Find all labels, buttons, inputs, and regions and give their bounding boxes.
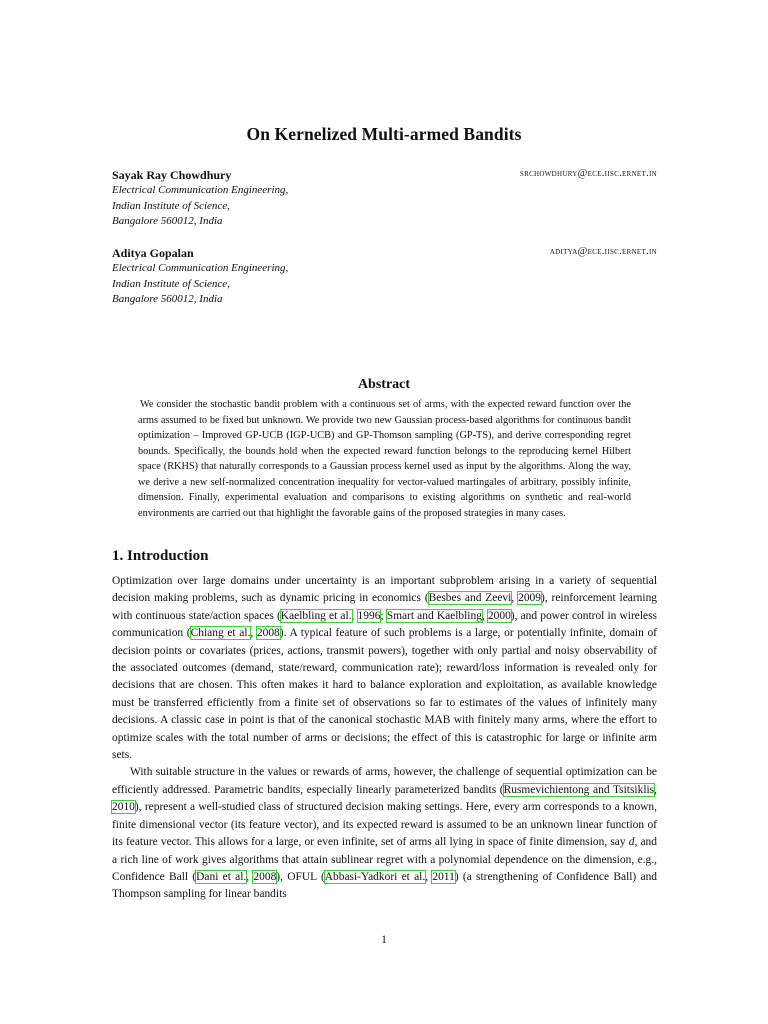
body-text: , <box>481 609 488 622</box>
body-text: , <box>351 609 358 622</box>
page-number: 1 <box>381 934 387 946</box>
section-heading: 1. Introduction <box>112 548 209 564</box>
author-email: aditya@ece.iisc.ernet.in <box>549 246 657 257</box>
body-text: Optimization over large domains under uncertainty is an important subproblem arising in a variety of sequential decision making problems, such as dynamic pricing in economics ( <box>112 575 657 605</box>
citation-link[interactable]: 2010 <box>112 801 135 814</box>
body-text: , <box>511 592 519 605</box>
citation-link[interactable]: 2009 <box>518 592 541 605</box>
citation-link[interactable]: Chiang et al. <box>190 627 251 640</box>
author-block-2 <box>112 245 657 308</box>
author-name: Sayak Ray Chowdhury <box>112 168 232 182</box>
body-text: , and a rich line of work gives algorithms that attain sublinear regret with a polynomial dependence on the dimension, e.g., Confidence Ball ( <box>112 836 657 883</box>
citation-link[interactable]: 2011 <box>432 870 455 883</box>
author-email: srchowdhury@ece.iisc.ernet.in <box>519 168 657 179</box>
citation-link[interactable]: Smart and Kaelbling <box>386 609 482 622</box>
citation-link[interactable]: 1996 <box>357 609 381 622</box>
body-text: , <box>250 627 257 640</box>
citation-link[interactable]: 2000 <box>487 609 511 622</box>
body-text: ), reinforcement learning with continuous state/action spaces ( <box>112 592 658 622</box>
body-text: , <box>246 870 254 883</box>
affiliation-line: Bangalore 560012, India <box>112 293 223 305</box>
citation-link[interactable]: Abbasi-Yadkori et al. <box>324 870 426 883</box>
citation-link[interactable]: Besbes and Zeevi <box>428 592 512 605</box>
abstract-heading: Abstract <box>357 377 411 392</box>
body-text: , <box>654 783 657 796</box>
citation-link[interactable]: Dani et al. <box>196 870 247 883</box>
affiliation-line: Electrical Communication Engineering, <box>112 262 289 274</box>
affiliation-line: Indian Institute of Science, <box>112 199 230 212</box>
affiliation-line: Electrical Communication Engineering, <box>112 184 289 196</box>
author-block-1 <box>112 167 657 230</box>
body-text: ), represent a well-studied class of structured decision making settings. Here, every arm corresponds to a known, finite dimensional vector (its feature vector), and its expected reward is assumed to be an unknown linear function of its feature vector. This allows for a large, or even infinite, set of arms all lying in space of finite dimension, say <box>112 801 657 849</box>
math-symbol: d <box>628 836 635 849</box>
paragraph <box>112 573 657 764</box>
affiliation-line: Indian Institute of Science, <box>112 277 230 290</box>
body-text: , <box>425 870 433 883</box>
body-text: ), and power control in wireless communication ( <box>112 609 657 640</box>
body-text: ) (a strengthening of Confidence Ball) and Thompson sampling for linear bandits <box>112 870 658 901</box>
abstract-text: We consider the stochastic bandit problem with a continuous set of arms, with the expected reward function over the arms assumed to be fixed but unknown. We provide two new Gaussian process-based algorithms for continuous bandit optimization – Improved GP-UCB (IGP-UCB) and GP-Thomson sampling (GP-TS), and derive corresponding regret bounds. Specifically, the bounds hold when the expected reward function belongs to the reproducing kernel Hilbert space (RKHS) that naturally corresponds to a Gaussian process kernel used as input by the algorithms. Along the way, we derive a new self-normalized concentration inequality for vector-valued martingales of arbitrary, possibly infinite, dimension. Finally, experimental evaluation and comparisons to existing algorithms on synthetic and real-world environments are carried out that highlight the favorable gains of the proposed strategies in many cases. <box>138 399 631 519</box>
citation-link[interactable]: Rusmevichientong and Tsitsiklis <box>503 783 655 796</box>
body-text: With suitable structure in the values or rewards of arms, however, the challenge of sequential optimization can be efficiently addressed. Parametric bandits, especially linearly parameterized bandits ( <box>112 766 657 796</box>
body-text: ; <box>380 609 387 622</box>
paragraph <box>112 764 657 903</box>
citation-link[interactable]: Kaelbling et al. <box>280 609 352 622</box>
section-body <box>112 573 657 904</box>
paper-title: On Kernelized Multi-armed Bandits <box>246 124 522 144</box>
citation-link[interactable]: 2008 <box>256 627 280 640</box>
affiliation-line: Bangalore 560012, India <box>112 215 223 227</box>
author-name: Aditya Gopalan <box>112 246 194 260</box>
body-text: ), OFUL ( <box>276 870 325 883</box>
body-text: ). A typical feature of such problems is a large, or potentially infinite, domain of decision points or covariates (prices, actions, transmit powers), together with only partial and noisy observability of the associated outcomes (demand, state/reward, communication rate); reward/loss information is revealed only for decisions that are chosen. This often makes it hard to balance exploration and exploitation, as available knowledge must be transferred efficiently from a finite set of observations so far to estimates of the values of infinitely many decisions. A classic case in point is that of the canonical stochastic MAB with finitely many arms, where the effort to optimize scales with the total number of arms or decisions; the effect of this is catastrophic for large or infinite arm sets. <box>112 627 657 762</box>
citation-link[interactable]: 2008 <box>253 870 277 883</box>
